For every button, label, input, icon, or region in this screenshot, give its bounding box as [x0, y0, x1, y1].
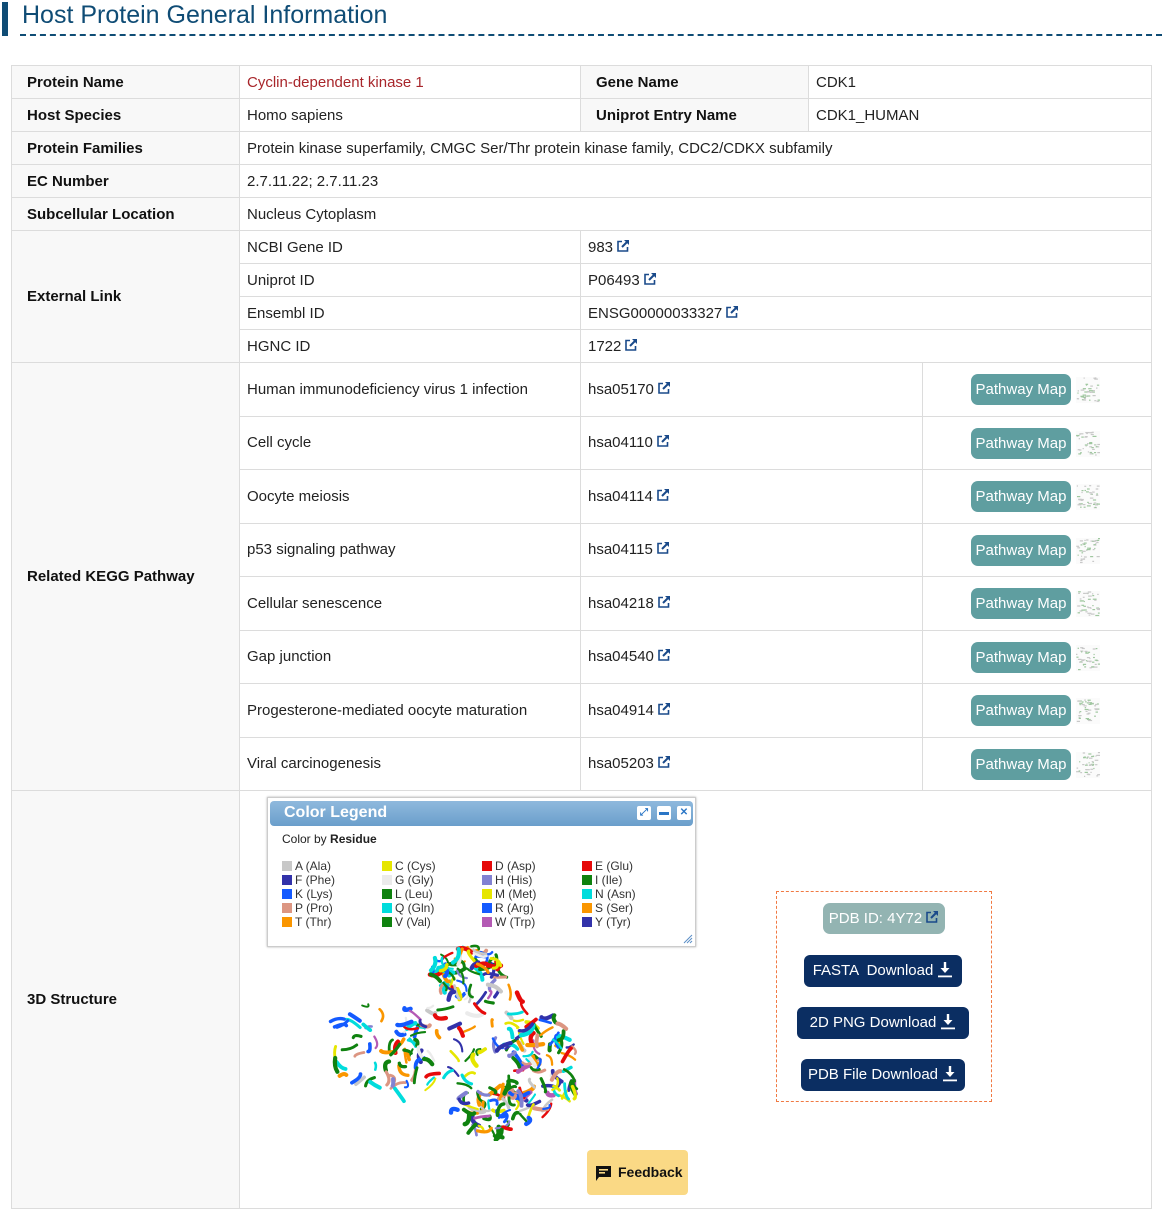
color-legend-panel[interactable]: [267, 797, 696, 947]
ribbon-segment: [397, 1022, 411, 1026]
ribbon-segment: [407, 1053, 409, 1059]
pathway-map-cell: [923, 577, 1152, 631]
color-swatch: [282, 875, 292, 885]
pathway-thumbnail-image[interactable]: [1076, 538, 1100, 564]
page-title: Host Protein General Information: [22, 1, 388, 29]
structure-cell: [240, 791, 1152, 1209]
external-link-name: Uniprot ID: [240, 264, 581, 297]
color-swatch: [582, 917, 592, 927]
ribbon-segment: [340, 1074, 347, 1076]
color-swatch: [582, 861, 592, 871]
pathway-id[interactable]: [581, 470, 923, 524]
color-swatch: [282, 903, 292, 913]
legend-item: [282, 887, 382, 901]
ribbon-segment: [368, 1044, 370, 1052]
legend-item: [382, 915, 482, 929]
pathway-thumbnail-image[interactable]: [1076, 484, 1100, 510]
ribbon-segment: [509, 985, 511, 1000]
ribbon-segment: [426, 1073, 439, 1076]
color-swatch: [282, 889, 292, 899]
color-swatch: [382, 917, 392, 927]
pathway-thumbnail-image[interactable]: [1076, 377, 1100, 403]
legend-item-label: W (Trp): [495, 915, 536, 929]
legend-item-label: L (Leu): [395, 887, 433, 901]
pathway-name: Gap junction: [240, 630, 581, 684]
legend-subtitle: [282, 832, 377, 846]
ribbon-segment: [508, 1012, 522, 1014]
color-swatch: [582, 875, 592, 885]
ribbon-segment: [495, 991, 499, 997]
ribbon-segment: [385, 1062, 389, 1071]
external-link-icon[interactable]: [657, 595, 671, 609]
external-link-icon[interactable]: [657, 702, 671, 716]
legend-item-label: R (Arg): [495, 901, 534, 915]
external-link-value[interactable]: [581, 297, 1152, 330]
color-swatch: [482, 917, 492, 927]
download-icon[interactable]: [942, 1062, 958, 1079]
png-download-button[interactable]: [797, 1007, 969, 1039]
external-link-value[interactable]: [581, 264, 1152, 297]
legend-item-label: T (Thr): [295, 915, 332, 929]
ribbon-segment: [478, 1091, 489, 1095]
subcellular-value: Nucleus Cytoplasm: [240, 198, 1152, 231]
ribbon-segment: [547, 1055, 552, 1065]
pathway-map-cell: [923, 416, 1152, 470]
legend-item: [282, 859, 382, 873]
legend-item: [582, 915, 682, 929]
ribbon-segment: [428, 1006, 434, 1008]
legend-item: [382, 901, 482, 915]
ribbon-segment: [488, 991, 491, 998]
ribbon-segment: [467, 1013, 482, 1016]
pathway-map-button[interactable]: Pathway Map: [971, 588, 1071, 619]
external-link-icon[interactable]: [656, 488, 670, 502]
ribbon-segment: [488, 1100, 489, 1108]
ribbon-segment: [486, 1001, 494, 1003]
pathway-id[interactable]: [581, 363, 923, 417]
ribbon-segment: [404, 1008, 410, 1010]
external-link-icon[interactable]: [657, 648, 671, 662]
table-row: [12, 198, 1152, 231]
ribbon-segment: [335, 1058, 338, 1072]
legend-titlebar[interactable]: [270, 801, 693, 826]
legend-item: [282, 901, 382, 915]
pathway-map-button[interactable]: Pathway Map: [971, 374, 1071, 405]
ribbon-segment: [541, 1027, 553, 1035]
host-species-value: Homo sapiens: [240, 99, 581, 132]
ribbon-segment: [554, 1015, 556, 1022]
legend-item-label: I (Ile): [595, 873, 623, 887]
external-link-icon[interactable]: [616, 239, 630, 253]
legend-item: [582, 859, 682, 873]
ribbon-segment: [431, 958, 435, 970]
external-link-icon[interactable]: [657, 381, 671, 395]
ribbon-segment: [517, 993, 523, 1002]
pathway-name: Oocyte meiosis: [240, 470, 581, 524]
external-link-icon[interactable]: [725, 305, 739, 319]
protein-info-table: [11, 65, 1152, 1209]
pathway-id[interactable]: [581, 416, 923, 470]
download-icon[interactable]: [937, 958, 953, 975]
structure-row: [12, 791, 1152, 1209]
ribbon-segment: [342, 1045, 357, 1050]
pathway-id[interactable]: [581, 577, 923, 631]
ribbon-segment: [564, 1069, 574, 1081]
legend-item: [282, 873, 382, 887]
pathway-map-button[interactable]: Pathway Map: [971, 481, 1071, 512]
ribbon-segment: [449, 992, 454, 1000]
pathway-id-link[interactable]: hsa04110: [588, 434, 653, 452]
ribbon-segment: [331, 1019, 345, 1022]
ribbon-segment: [510, 1081, 517, 1084]
pathway-name: Human immunodeficiency virus 1 infection: [240, 363, 581, 417]
ribbon-segment: [512, 1023, 518, 1028]
ribbon-segment: [464, 1073, 475, 1078]
ribbon-segment: [542, 1015, 553, 1018]
ribbon-segment: [459, 1028, 463, 1036]
legend-item-label: H (His): [495, 873, 533, 887]
ribbon-segment: [399, 1063, 405, 1066]
pdb-file-download-button[interactable]: [801, 1059, 965, 1091]
ribbon-segment: [411, 1032, 425, 1036]
protein-3d-structure-viewer[interactable]: [326, 941, 596, 1141]
legend-item: [382, 873, 482, 887]
external-link-icon[interactable]: [925, 910, 939, 924]
color-swatch: [382, 903, 392, 913]
external-link-icon[interactable]: [656, 541, 670, 555]
uniprot-entry-value: CDK1_HUMAN: [809, 99, 1152, 132]
ribbon-segment: [453, 949, 459, 963]
pathway-id[interactable]: [581, 684, 923, 738]
table-row: [12, 132, 1152, 165]
pathway-name: Viral carcinogenesis: [240, 737, 581, 791]
subcellular-label: Subcellular Location: [12, 198, 240, 231]
ribbon-segment: [451, 1051, 459, 1061]
expand-icon[interactable]: ⤢: [637, 806, 651, 820]
pathway-map-button[interactable]: Pathway Map: [971, 642, 1071, 673]
legend-item-label: G (Gly): [395, 873, 434, 887]
table-row: [12, 66, 1152, 99]
pathway-name: Cellular senescence: [240, 577, 581, 631]
pathway-thumbnail-image[interactable]: [1076, 431, 1100, 457]
legend-item: [382, 859, 482, 873]
color-swatch: [482, 875, 492, 885]
ribbon-segment: [492, 1020, 493, 1027]
pathway-thumbnail-image[interactable]: [1076, 752, 1100, 778]
pdb-id-label[interactable]: PDB ID: 4Y72: [828, 910, 923, 927]
protein-families-value: Protein kinase superfamily, CMGC Ser/Thr protein kinase family, CDC2/CDKX subfamily: [240, 132, 1152, 165]
pathway-map-cell: [923, 737, 1152, 791]
color-swatch: [382, 861, 392, 871]
ribbon-segment: [516, 1101, 519, 1109]
ribbon-segment: [424, 1059, 432, 1064]
pathway-map-cell: [923, 684, 1152, 738]
link-text[interactable]: P06493: [588, 271, 640, 289]
pathway-id[interactable]: [581, 737, 923, 791]
structure-label: 3D Structure: [12, 791, 240, 1209]
legend-item: [482, 901, 582, 915]
legend-item: [482, 915, 582, 929]
ribbon-segment: [435, 1015, 446, 1018]
pathway-id-link[interactable]: hsa04914: [588, 701, 654, 719]
external-link-name: Ensembl ID: [240, 297, 581, 330]
external-link-icon[interactable]: [656, 434, 670, 448]
chat-icon: [595, 1165, 612, 1182]
legend-subtitle-bold: Residue: [330, 832, 377, 846]
feedback-button[interactable]: [587, 1150, 688, 1195]
legend-item-label: M (Met): [495, 887, 537, 901]
legend-item: [282, 915, 382, 929]
pathway-id[interactable]: [581, 523, 923, 577]
protein-name-label: Protein Name: [12, 66, 240, 99]
ribbon-segment: [380, 1009, 383, 1021]
ribbon-segment: [548, 1093, 554, 1095]
close-icon[interactable]: ✕: [677, 806, 691, 820]
external-link-value[interactable]: [581, 231, 1152, 264]
external-link-icon[interactable]: [643, 272, 657, 286]
uniprot-entry-label: Uniprot Entry Name: [581, 99, 809, 132]
external-link-value[interactable]: [581, 330, 1152, 363]
pathway-id-link[interactable]: hsa05203: [588, 755, 654, 773]
pathway-thumbnail-image[interactable]: [1076, 645, 1100, 671]
link-text[interactable]: 983: [588, 238, 614, 256]
section-header: [0, 0, 1164, 40]
legend-item-label: N (Asn): [595, 887, 636, 901]
ribbon-segment: [471, 946, 478, 949]
legend-item-label: P (Pro): [295, 901, 333, 915]
save-icon[interactable]: ▬: [659, 807, 669, 818]
color-swatch: [282, 861, 292, 871]
host-species-label: Host Species: [12, 99, 240, 132]
legend-item: [582, 873, 682, 887]
feedback-label[interactable]: Feedback: [618, 1164, 683, 1180]
ribbon-segment: [475, 1004, 485, 1014]
external-link-label: External Link: [12, 231, 240, 363]
ribbon-segment: [523, 1062, 530, 1064]
color-swatch: [482, 861, 492, 871]
ribbon-segment: [513, 1113, 518, 1119]
legend-item-label: S (Ser): [595, 901, 634, 915]
ribbon-segment: [393, 1079, 394, 1086]
ribbon-segment: [437, 1031, 440, 1038]
gene-name-label: Gene Name: [581, 66, 809, 99]
ribbon-segment: [410, 1011, 421, 1020]
download-icon[interactable]: [940, 1010, 956, 1027]
ec-number-value: 2.7.11.22; 2.7.11.23: [240, 165, 1152, 198]
color-swatch: [482, 889, 492, 899]
ribbon-segment: [476, 992, 486, 1004]
pathway-thumbnail-image[interactable]: [1076, 591, 1100, 617]
ribbon-segment: [514, 1020, 523, 1021]
pathway-map-button[interactable]: Pathway Map: [971, 749, 1071, 780]
kegg-pathway-list: [12, 363, 1152, 791]
ribbon-segment: [484, 973, 497, 975]
kegg-label: Related KEGG Pathway: [12, 363, 240, 791]
pdb-id-button[interactable]: [823, 903, 945, 934]
color-swatch: [482, 903, 492, 913]
kegg-row: [12, 363, 1152, 417]
ribbon-segment: [337, 1062, 346, 1069]
pathway-map-button[interactable]: Pathway Map: [971, 535, 1071, 566]
pathway-name: Cell cycle: [240, 416, 581, 470]
color-swatch: [582, 889, 592, 899]
ribbon-segment: [520, 1114, 526, 1121]
external-link-name: HGNC ID: [240, 330, 581, 363]
pathway-map-cell: [923, 630, 1152, 684]
header-divider: [20, 34, 1162, 36]
legend-item-label: C (Cys): [395, 859, 436, 873]
link-text[interactable]: 1722: [588, 337, 622, 355]
download-panel: [776, 891, 992, 1102]
ribbon-segment: [353, 1036, 361, 1038]
legend-item: [482, 859, 582, 873]
legend-item: [382, 887, 482, 901]
pathway-id-link[interactable]: hsa04540: [588, 648, 654, 666]
ribbon-segment: [472, 1055, 476, 1066]
color-swatch: [282, 917, 292, 927]
legend-item-label: E (Glu): [595, 859, 634, 873]
ribbon-segment: [509, 1053, 515, 1057]
fasta-download-button[interactable]: [804, 955, 962, 987]
legend-item-label: K (Lys): [295, 887, 333, 901]
ribbon-segment: [370, 1082, 379, 1088]
pdb-file-download-label[interactable]: PDB File Download: [807, 1066, 939, 1083]
pathway-name: p53 signaling pathway: [240, 523, 581, 577]
pathway-thumbnail-image[interactable]: [1076, 698, 1100, 724]
ribbon-segment: [454, 1039, 462, 1051]
legend-item-label: Q (Gln): [395, 901, 435, 915]
legend-item-label: Y (Tyr): [595, 915, 631, 929]
pathway-id-link[interactable]: hsa04115: [588, 541, 653, 559]
protein-families-label: Protein Families: [12, 132, 240, 165]
ribbon-segment: [386, 1072, 389, 1085]
ribbon-segment: [355, 1053, 364, 1057]
pathway-map-button[interactable]: Pathway Map: [971, 695, 1071, 726]
table-row: [12, 99, 1152, 132]
legend-item-label: F (Phe): [295, 873, 336, 887]
ribbon-segment: [451, 1109, 458, 1113]
ribbon-segment: [503, 1127, 511, 1129]
pathway-map-cell: [923, 523, 1152, 577]
ec-number-label: EC Number: [12, 165, 240, 198]
legend-item-label: V (Val): [395, 915, 431, 929]
ribbon-segment: [509, 1029, 513, 1038]
pathway-id-link[interactable]: hsa04114: [588, 487, 653, 505]
protein-name-value: Cyclin-dependent kinase 1: [240, 66, 581, 99]
external-link-name: NCBI Gene ID: [240, 231, 581, 264]
legend-item: [482, 873, 582, 887]
pathway-map-cell: [923, 363, 1152, 417]
link-text[interactable]: ENSG00000033327: [588, 304, 723, 322]
ribbon-segment: [462, 1027, 475, 1033]
ribbon-segment: [362, 1004, 368, 1006]
external-link-icon[interactable]: [624, 338, 638, 352]
legend-item: [582, 887, 682, 901]
ribbon-segment: [469, 985, 472, 997]
legend-item: [582, 901, 682, 915]
legend-subtitle-prefix: Color by: [282, 832, 327, 846]
resize-handle-icon[interactable]: [683, 934, 693, 944]
ribbon-segment: [374, 1037, 377, 1049]
color-swatch: [382, 875, 392, 885]
pathway-id[interactable]: [581, 630, 923, 684]
ribbon-segment: [537, 1035, 538, 1046]
ribbon-segment: [524, 1052, 533, 1056]
table-row: [12, 165, 1152, 198]
gene-name-value: CDK1: [809, 66, 1152, 99]
pathway-id-link[interactable]: hsa04218: [588, 594, 654, 612]
header-accent-bar: [2, 2, 8, 36]
legend-title: Color Legend: [284, 804, 388, 821]
external-link-row: [12, 231, 1152, 264]
pathway-map-button[interactable]: Pathway Map: [971, 428, 1071, 459]
ribbon-segment: [540, 1020, 551, 1023]
pathway-name: Progesterone-mediated oocyte maturation: [240, 684, 581, 738]
ribbon-segment: [395, 1088, 404, 1101]
legend-item-label: D (Asp): [495, 859, 536, 873]
legend-item: [482, 887, 582, 901]
ribbon-segment: [465, 1114, 469, 1124]
pathway-id-link[interactable]: hsa05170: [588, 380, 654, 398]
ribbon-segment: [375, 1063, 376, 1070]
legend-item-label: A (Ala): [295, 859, 332, 873]
ribbon-segment: [438, 1007, 453, 1010]
color-swatch: [382, 889, 392, 899]
legend-grid: [282, 859, 682, 929]
fasta-download-label[interactable]: FASTA Download: [812, 962, 934, 979]
external-link-icon[interactable]: [657, 755, 671, 769]
color-swatch: [582, 903, 592, 913]
png-download-label[interactable]: 2D PNG Download: [809, 1014, 937, 1031]
ribbon-segment: [444, 1070, 453, 1077]
ribbon-segment: [529, 1079, 534, 1087]
ribbon-segment: [558, 1024, 567, 1029]
pathway-map-cell: [923, 470, 1152, 524]
ribbon-segment: [443, 953, 452, 958]
ribbon-segment: [491, 1100, 498, 1104]
